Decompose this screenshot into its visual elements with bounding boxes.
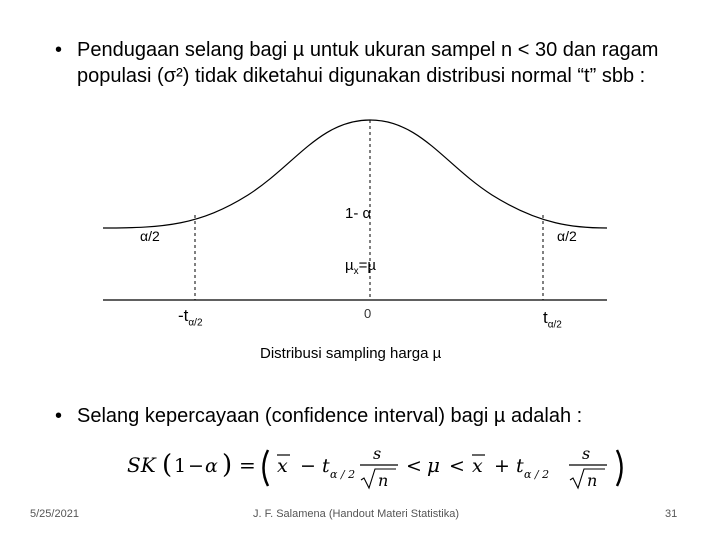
mean-label: µ$_x$=µ xyxy=(345,257,377,277)
bullet-icon: • xyxy=(55,405,63,427)
formula-lt-2: < xyxy=(449,455,465,477)
confidence-area-label: 1- α xyxy=(345,205,372,222)
formula-lt-1: < xyxy=(406,455,422,477)
formula-minus-2: − xyxy=(300,455,316,477)
footer-page-number: 31 xyxy=(665,508,678,520)
formula-sk: SK xyxy=(127,453,156,477)
formula-big-paren-close xyxy=(617,450,622,486)
formula-xbar-2: x xyxy=(472,455,483,477)
bullet-text-1: Pendugaan selang bagi µ untuk ukuran sampel n < 30 dan ragam populasi (σ²) tidak diketahui digunakan distribusi normal “t” sbb : xyxy=(77,39,659,87)
alpha-half-left-label: α/2 xyxy=(140,228,160,244)
zero-label: 0 xyxy=(364,306,372,321)
formula-n-1: n xyxy=(378,471,389,490)
formula-one: 1 xyxy=(174,455,187,477)
formula-minus: − xyxy=(188,455,204,477)
formula-xbar-1: x xyxy=(277,455,288,477)
upper-t-label: $t_{\alpha/2}$ xyxy=(543,308,562,331)
confidence-interval-formula xyxy=(122,436,652,496)
footer-date: 5/25/2021 xyxy=(30,508,79,520)
formula-t-sub-1: α / 2 xyxy=(330,468,356,481)
graph-caption: Distribusi sampling harga µ xyxy=(260,345,442,362)
bullet-point-2 xyxy=(55,403,695,429)
formula-equals: = xyxy=(239,453,256,477)
formula-t-2: t xyxy=(516,455,524,477)
alpha-half-right-label: α/2 xyxy=(557,228,577,244)
bullet-icon: • xyxy=(55,39,63,61)
formula-s-2: s xyxy=(582,444,591,463)
formula-mu: μ xyxy=(427,453,440,477)
bullet-text-2: Selang kepercayaan (confidence interval) bagi µ adalah : xyxy=(77,405,583,427)
formula-alpha: α xyxy=(205,455,218,477)
lower-t-label: $-t_{\alpha/2}$ xyxy=(178,306,203,329)
footer-author: J. F. Salamena (Handout Materi Statistika) xyxy=(253,508,460,520)
formula-t-1: t xyxy=(322,455,330,477)
formula-plus: + xyxy=(494,455,510,477)
formula-paren-close: ) xyxy=(222,450,233,480)
formula-t-sub-2: α / 2 xyxy=(524,468,550,481)
formula-big-paren-open xyxy=(264,450,269,486)
formula-s-1: s xyxy=(373,444,382,463)
formula-paren-open: ( xyxy=(162,450,173,480)
formula-n-2: n xyxy=(587,471,598,490)
